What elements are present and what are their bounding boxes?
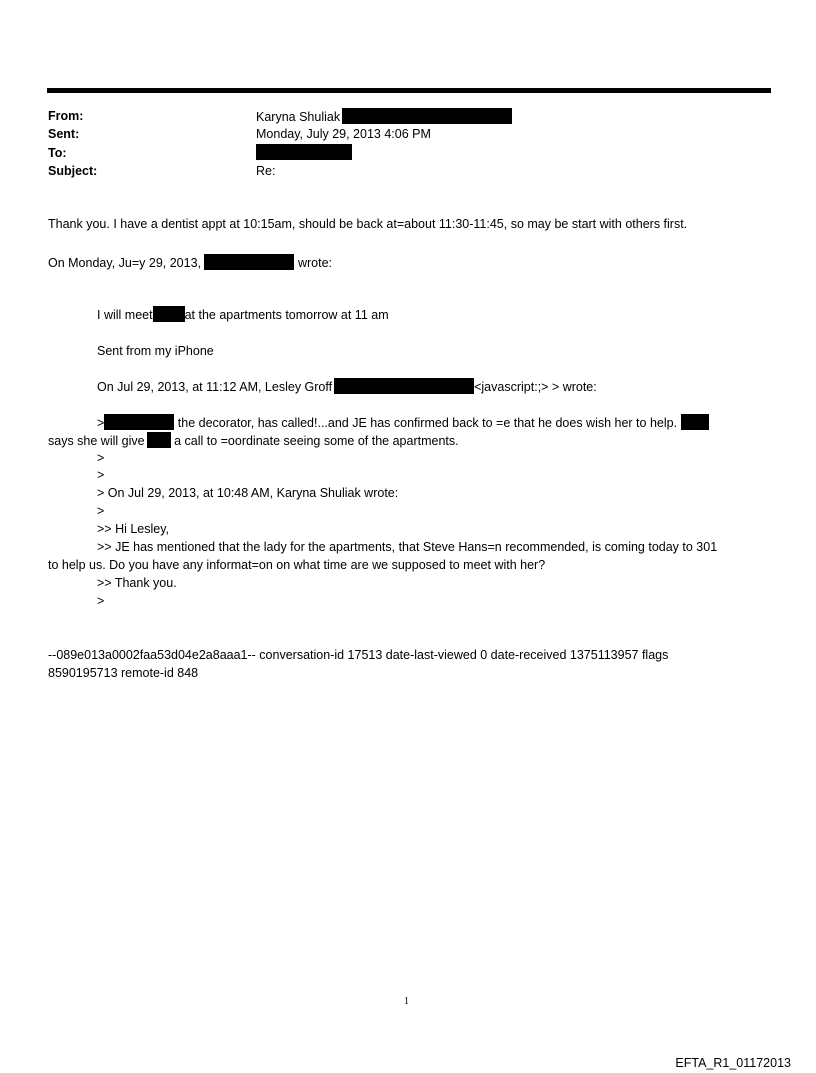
document-id: EFTA_R1_01172013	[675, 1056, 791, 1070]
redaction-block	[681, 414, 709, 430]
redaction-block	[256, 144, 352, 160]
quote-line-6: >> Hi Lesley,	[97, 522, 170, 536]
to-label: To:	[48, 146, 67, 160]
quote-line-1-cont: says she will give a call to =oordinate seeing some of the apartments.	[48, 434, 459, 448]
quote-line-7-cont: to help us. Do you have any informat=on on what time are we supposed to meet with her?	[48, 558, 546, 572]
quote-line-1: > the decorator, has called!...and JE has confirmed back to =e that he does wish her to help.	[97, 414, 709, 431]
reply-attribution: On Monday, Ju=y 29, 2013, wrote:	[48, 256, 333, 270]
body-line-sent-from: Sent from my iPhone	[97, 344, 214, 358]
subject-value: Re:	[256, 164, 276, 178]
sent-value: Monday, July 29, 2013 4:06 PM	[256, 127, 431, 141]
quote-line-7: >> JE has mentioned that the lady for the apartments, that Steve Hans=n recommended, is coming today to 301	[97, 540, 718, 554]
body-line-meet: I will meet at the apartments tomorrow at 11 am	[97, 308, 389, 322]
redaction-block	[334, 378, 474, 394]
to-value	[256, 144, 352, 161]
quoted-attribution: On Jul 29, 2013, at 11:12 AM, Lesley Groff <javascript:;> > wrote:	[97, 380, 597, 394]
redaction-block	[104, 414, 174, 430]
redaction-block	[153, 306, 185, 322]
body-line-thank-you: Thank you. I have a dentist appt at 10:15am, should be back at=about 11:30-11:45, so may be start with others first.	[48, 217, 688, 231]
header-rule	[47, 88, 771, 93]
quote-line-5: >	[97, 504, 105, 518]
metadata-line-1: --089e013a0002faa53d04e2a8aaa1-- conversation-id 17513 date-last-viewed 0 date-received 1375113957 flags	[48, 648, 669, 662]
quote-line-3: >	[97, 468, 105, 482]
quote-line-8: >> Thank you.	[97, 576, 177, 590]
from-label: From:	[48, 109, 84, 123]
page-number: 1	[404, 996, 409, 1007]
subject-label: Subject:	[48, 164, 98, 178]
redaction-block	[342, 108, 512, 124]
from-value	[256, 108, 512, 125]
metadata-line-2: 8590195713 remote-id 848	[48, 666, 199, 680]
sent-label: Sent:	[48, 127, 80, 141]
quote-line-9: >	[97, 594, 105, 608]
quote-line-2: >	[97, 451, 105, 465]
quote-line-4: > On Jul 29, 2013, at 10:48 AM, Karyna Shuliak wrote:	[97, 486, 399, 500]
redaction-block	[204, 254, 294, 270]
redaction-block	[147, 432, 171, 448]
from-name: Karyna Shuliak	[256, 110, 341, 124]
